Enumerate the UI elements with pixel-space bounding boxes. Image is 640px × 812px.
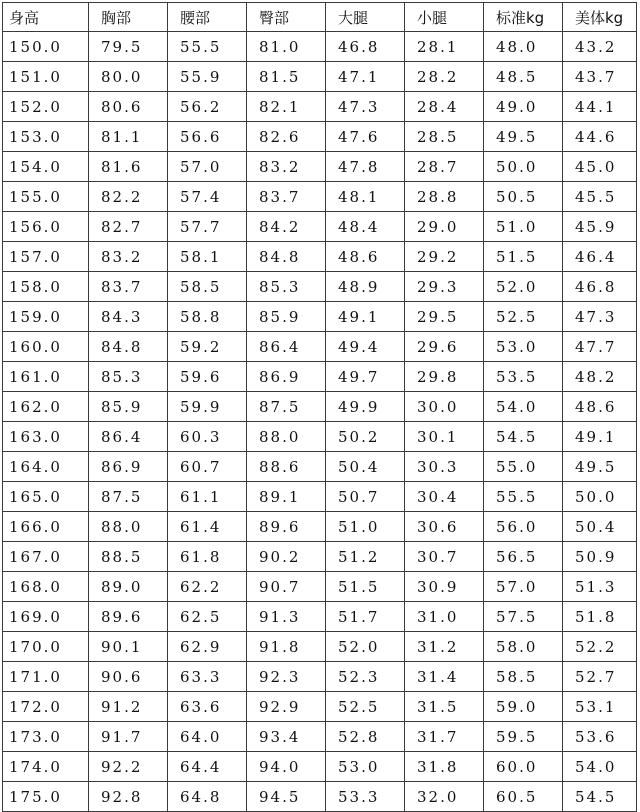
cell-thigh: 49.1 <box>326 302 405 332</box>
header-calf: 小腿 <box>405 3 484 32</box>
cell-thigh: 50.2 <box>326 422 405 452</box>
cell-thigh: 48.9 <box>326 272 405 302</box>
cell-hip: 86.9 <box>247 362 326 392</box>
cell-calf: 29.3 <box>405 272 484 302</box>
cell-height: 174.0 <box>3 752 89 782</box>
cell-waist: 62.9 <box>168 632 247 662</box>
header-thigh: 大腿 <box>326 3 405 32</box>
cell-hip: 88.0 <box>247 422 326 452</box>
cell-waist: 64.8 <box>168 782 247 812</box>
table-row <box>3 272 637 302</box>
table-row <box>3 122 637 152</box>
cell-thigh: 47.3 <box>326 92 405 122</box>
cell-height: 167.0 <box>3 542 89 572</box>
cell-ideal-weight: 49.1 <box>563 422 637 452</box>
header-hip: 臀部 <box>247 3 326 32</box>
cell-height: 161.0 <box>3 362 89 392</box>
cell-chest: 91.7 <box>89 722 168 752</box>
cell-standard-weight: 52.0 <box>484 272 563 302</box>
cell-thigh: 47.8 <box>326 152 405 182</box>
table-row <box>3 332 637 362</box>
cell-standard-weight: 48.5 <box>484 62 563 92</box>
cell-chest: 85.9 <box>89 392 168 422</box>
cell-height: 162.0 <box>3 392 89 422</box>
cell-ideal-weight: 50.4 <box>563 512 637 542</box>
cell-hip: 86.4 <box>247 332 326 362</box>
cell-calf: 28.8 <box>405 182 484 212</box>
cell-thigh: 52.8 <box>326 722 405 752</box>
cell-calf: 31.8 <box>405 752 484 782</box>
cell-ideal-weight: 46.4 <box>563 242 637 272</box>
cell-standard-weight: 60.5 <box>484 782 563 812</box>
cell-chest: 88.5 <box>89 542 168 572</box>
cell-chest: 84.3 <box>89 302 168 332</box>
table-row <box>3 152 637 182</box>
cell-calf: 28.5 <box>405 122 484 152</box>
cell-calf: 28.1 <box>405 32 484 62</box>
cell-ideal-weight: 53.6 <box>563 722 637 752</box>
cell-ideal-weight: 52.7 <box>563 662 637 692</box>
cell-chest: 90.1 <box>89 632 168 662</box>
cell-height: 166.0 <box>3 512 89 542</box>
cell-waist: 55.5 <box>168 32 247 62</box>
cell-height: 165.0 <box>3 482 89 512</box>
cell-standard-weight: 48.0 <box>484 32 563 62</box>
cell-thigh: 50.7 <box>326 482 405 512</box>
cell-standard-weight: 58.5 <box>484 662 563 692</box>
cell-hip: 83.2 <box>247 152 326 182</box>
table-row <box>3 662 637 692</box>
table-row <box>3 422 637 452</box>
table-row <box>3 632 637 662</box>
cell-chest: 89.6 <box>89 602 168 632</box>
table-row <box>3 362 637 392</box>
cell-hip: 82.6 <box>247 122 326 152</box>
cell-thigh: 50.4 <box>326 452 405 482</box>
cell-calf: 31.2 <box>405 632 484 662</box>
table-row <box>3 572 637 602</box>
cell-hip: 92.3 <box>247 662 326 692</box>
cell-height: 155.0 <box>3 182 89 212</box>
cell-height: 168.0 <box>3 572 89 602</box>
cell-hip: 90.7 <box>247 572 326 602</box>
cell-chest: 80.6 <box>89 92 168 122</box>
cell-hip: 85.3 <box>247 272 326 302</box>
cell-ideal-weight: 48.2 <box>563 362 637 392</box>
cell-calf: 28.7 <box>405 152 484 182</box>
cell-thigh: 51.0 <box>326 512 405 542</box>
cell-waist: 58.8 <box>168 302 247 332</box>
cell-calf: 30.7 <box>405 542 484 572</box>
cell-chest: 87.5 <box>89 482 168 512</box>
cell-standard-weight: 60.0 <box>484 752 563 782</box>
cell-ideal-weight: 46.8 <box>563 272 637 302</box>
cell-thigh: 46.8 <box>326 32 405 62</box>
cell-hip: 94.0 <box>247 752 326 782</box>
cell-standard-weight: 58.0 <box>484 632 563 662</box>
cell-calf: 31.7 <box>405 722 484 752</box>
cell-calf: 30.9 <box>405 572 484 602</box>
header-height: 身高 <box>3 3 89 32</box>
cell-thigh: 49.7 <box>326 362 405 392</box>
cell-chest: 91.2 <box>89 692 168 722</box>
cell-waist: 62.2 <box>168 572 247 602</box>
cell-ideal-weight: 52.2 <box>563 632 637 662</box>
cell-waist: 57.4 <box>168 182 247 212</box>
cell-standard-weight: 50.5 <box>484 182 563 212</box>
table-row <box>3 182 637 212</box>
cell-standard-weight: 50.0 <box>484 152 563 182</box>
cell-height: 151.0 <box>3 62 89 92</box>
cell-calf: 30.1 <box>405 422 484 452</box>
cell-standard-weight: 51.0 <box>484 212 563 242</box>
cell-standard-weight: 54.5 <box>484 422 563 452</box>
cell-waist: 57.7 <box>168 212 247 242</box>
header-waist: 腰部 <box>168 3 247 32</box>
cell-standard-weight: 56.0 <box>484 512 563 542</box>
cell-waist: 59.6 <box>168 362 247 392</box>
cell-hip: 87.5 <box>247 392 326 422</box>
cell-thigh: 52.3 <box>326 662 405 692</box>
cell-chest: 81.6 <box>89 152 168 182</box>
cell-chest: 82.2 <box>89 182 168 212</box>
cell-chest: 89.0 <box>89 572 168 602</box>
cell-thigh: 53.3 <box>326 782 405 812</box>
cell-chest: 82.7 <box>89 212 168 242</box>
cell-chest: 86.9 <box>89 452 168 482</box>
cell-height: 153.0 <box>3 122 89 152</box>
cell-ideal-weight: 43.7 <box>563 62 637 92</box>
cell-waist: 56.6 <box>168 122 247 152</box>
cell-waist: 60.3 <box>168 422 247 452</box>
cell-thigh: 51.2 <box>326 542 405 572</box>
cell-ideal-weight: 50.0 <box>563 482 637 512</box>
cell-height: 150.0 <box>3 32 89 62</box>
cell-ideal-weight: 49.5 <box>563 452 637 482</box>
cell-thigh: 52.0 <box>326 632 405 662</box>
cell-height: 156.0 <box>3 212 89 242</box>
cell-ideal-weight: 51.3 <box>563 572 637 602</box>
cell-chest: 81.1 <box>89 122 168 152</box>
cell-waist: 63.6 <box>168 692 247 722</box>
table-row <box>3 722 637 752</box>
cell-ideal-weight: 45.9 <box>563 212 637 242</box>
cell-ideal-weight: 45.0 <box>563 152 637 182</box>
cell-chest: 92.8 <box>89 782 168 812</box>
cell-waist: 61.8 <box>168 542 247 572</box>
cell-standard-weight: 55.0 <box>484 452 563 482</box>
table-row <box>3 302 637 332</box>
cell-thigh: 47.1 <box>326 62 405 92</box>
cell-height: 175.0 <box>3 782 89 812</box>
cell-chest: 88.0 <box>89 512 168 542</box>
cell-ideal-weight: 47.3 <box>563 302 637 332</box>
cell-waist: 60.7 <box>168 452 247 482</box>
header-ideal-weight: 美体kg <box>563 3 637 32</box>
table-row <box>3 32 637 62</box>
cell-thigh: 48.1 <box>326 182 405 212</box>
cell-hip: 89.6 <box>247 512 326 542</box>
cell-chest: 92.2 <box>89 752 168 782</box>
cell-chest: 86.4 <box>89 422 168 452</box>
cell-ideal-weight: 51.8 <box>563 602 637 632</box>
cell-standard-weight: 53.0 <box>484 332 563 362</box>
cell-height: 152.0 <box>3 92 89 122</box>
cell-thigh: 48.6 <box>326 242 405 272</box>
cell-waist: 58.1 <box>168 242 247 272</box>
cell-standard-weight: 54.0 <box>484 392 563 422</box>
cell-height: 158.0 <box>3 272 89 302</box>
cell-height: 169.0 <box>3 602 89 632</box>
cell-hip: 85.9 <box>247 302 326 332</box>
cell-standard-weight: 57.5 <box>484 602 563 632</box>
cell-ideal-weight: 54.5 <box>563 782 637 812</box>
cell-hip: 84.2 <box>247 212 326 242</box>
cell-hip: 94.5 <box>247 782 326 812</box>
cell-calf: 29.2 <box>405 242 484 272</box>
cell-thigh: 53.0 <box>326 752 405 782</box>
cell-thigh: 49.9 <box>326 392 405 422</box>
cell-thigh: 49.4 <box>326 332 405 362</box>
table-row <box>3 212 637 242</box>
cell-standard-weight: 52.5 <box>484 302 563 332</box>
cell-thigh: 48.4 <box>326 212 405 242</box>
cell-waist: 59.2 <box>168 332 247 362</box>
cell-hip: 88.6 <box>247 452 326 482</box>
cell-waist: 63.3 <box>168 662 247 692</box>
cell-hip: 93.4 <box>247 722 326 752</box>
cell-standard-weight: 57.0 <box>484 572 563 602</box>
cell-waist: 57.0 <box>168 152 247 182</box>
cell-thigh: 51.5 <box>326 572 405 602</box>
cell-standard-weight: 49.0 <box>484 92 563 122</box>
cell-height: 163.0 <box>3 422 89 452</box>
cell-hip: 81.0 <box>247 32 326 62</box>
cell-waist: 59.9 <box>168 392 247 422</box>
cell-waist: 56.2 <box>168 92 247 122</box>
cell-ideal-weight: 44.6 <box>563 122 637 152</box>
cell-calf: 31.0 <box>405 602 484 632</box>
header-standard-weight: 标准kg <box>484 3 563 32</box>
cell-waist: 62.5 <box>168 602 247 632</box>
table-row <box>3 452 637 482</box>
cell-hip: 89.1 <box>247 482 326 512</box>
table-row <box>3 782 637 812</box>
cell-ideal-weight: 47.7 <box>563 332 637 362</box>
cell-ideal-weight: 43.2 <box>563 32 637 62</box>
table-row <box>3 62 637 92</box>
cell-hip: 84.8 <box>247 242 326 272</box>
cell-calf: 28.4 <box>405 92 484 122</box>
cell-chest: 80.0 <box>89 62 168 92</box>
cell-standard-weight: 59.5 <box>484 722 563 752</box>
cell-waist: 61.1 <box>168 482 247 512</box>
cell-hip: 83.7 <box>247 182 326 212</box>
cell-standard-weight: 53.5 <box>484 362 563 392</box>
cell-standard-weight: 59.0 <box>484 692 563 722</box>
cell-calf: 30.6 <box>405 512 484 542</box>
cell-hip: 90.2 <box>247 542 326 572</box>
cell-waist: 64.0 <box>168 722 247 752</box>
cell-waist: 55.9 <box>168 62 247 92</box>
cell-waist: 61.4 <box>168 512 247 542</box>
cell-standard-weight: 51.5 <box>484 242 563 272</box>
cell-hip: 91.8 <box>247 632 326 662</box>
cell-calf: 32.0 <box>405 782 484 812</box>
cell-ideal-weight: 44.1 <box>563 92 637 122</box>
cell-standard-weight: 55.5 <box>484 482 563 512</box>
cell-calf: 30.3 <box>405 452 484 482</box>
cell-calf: 29.5 <box>405 302 484 332</box>
cell-hip: 81.5 <box>247 62 326 92</box>
table-row <box>3 542 637 572</box>
cell-chest: 83.2 <box>89 242 168 272</box>
cell-waist: 58.5 <box>168 272 247 302</box>
table-header-row <box>3 3 637 32</box>
cell-height: 173.0 <box>3 722 89 752</box>
cell-calf: 29.6 <box>405 332 484 362</box>
cell-thigh: 52.5 <box>326 692 405 722</box>
header-chest: 胸部 <box>89 3 168 32</box>
cell-calf: 30.0 <box>405 392 484 422</box>
cell-ideal-weight: 54.0 <box>563 752 637 782</box>
cell-standard-weight: 49.5 <box>484 122 563 152</box>
cell-height: 159.0 <box>3 302 89 332</box>
cell-waist: 64.4 <box>168 752 247 782</box>
table-row <box>3 512 637 542</box>
table-body <box>3 32 637 812</box>
cell-calf: 31.5 <box>405 692 484 722</box>
table-row <box>3 392 637 422</box>
table-row <box>3 602 637 632</box>
cell-hip: 82.1 <box>247 92 326 122</box>
table-row <box>3 242 637 272</box>
cell-height: 154.0 <box>3 152 89 182</box>
cell-chest: 90.6 <box>89 662 168 692</box>
cell-height: 164.0 <box>3 452 89 482</box>
cell-height: 171.0 <box>3 662 89 692</box>
cell-thigh: 47.6 <box>326 122 405 152</box>
cell-ideal-weight: 48.6 <box>563 392 637 422</box>
table-row <box>3 752 637 782</box>
cell-chest: 79.5 <box>89 32 168 62</box>
cell-ideal-weight: 45.5 <box>563 182 637 212</box>
cell-calf: 29.8 <box>405 362 484 392</box>
cell-chest: 85.3 <box>89 362 168 392</box>
table-row <box>3 482 637 512</box>
cell-calf: 30.4 <box>405 482 484 512</box>
cell-height: 170.0 <box>3 632 89 662</box>
cell-chest: 83.7 <box>89 272 168 302</box>
table-row <box>3 692 637 722</box>
cell-hip: 92.9 <box>247 692 326 722</box>
cell-calf: 31.4 <box>405 662 484 692</box>
body-measurement-table <box>2 2 637 812</box>
cell-hip: 91.3 <box>247 602 326 632</box>
cell-chest: 84.8 <box>89 332 168 362</box>
table-row <box>3 92 637 122</box>
cell-ideal-weight: 53.1 <box>563 692 637 722</box>
cell-height: 172.0 <box>3 692 89 722</box>
cell-height: 160.0 <box>3 332 89 362</box>
cell-standard-weight: 56.5 <box>484 542 563 572</box>
cell-calf: 28.2 <box>405 62 484 92</box>
cell-thigh: 51.7 <box>326 602 405 632</box>
cell-ideal-weight: 50.9 <box>563 542 637 572</box>
cell-height: 157.0 <box>3 242 89 272</box>
cell-calf: 29.0 <box>405 212 484 242</box>
